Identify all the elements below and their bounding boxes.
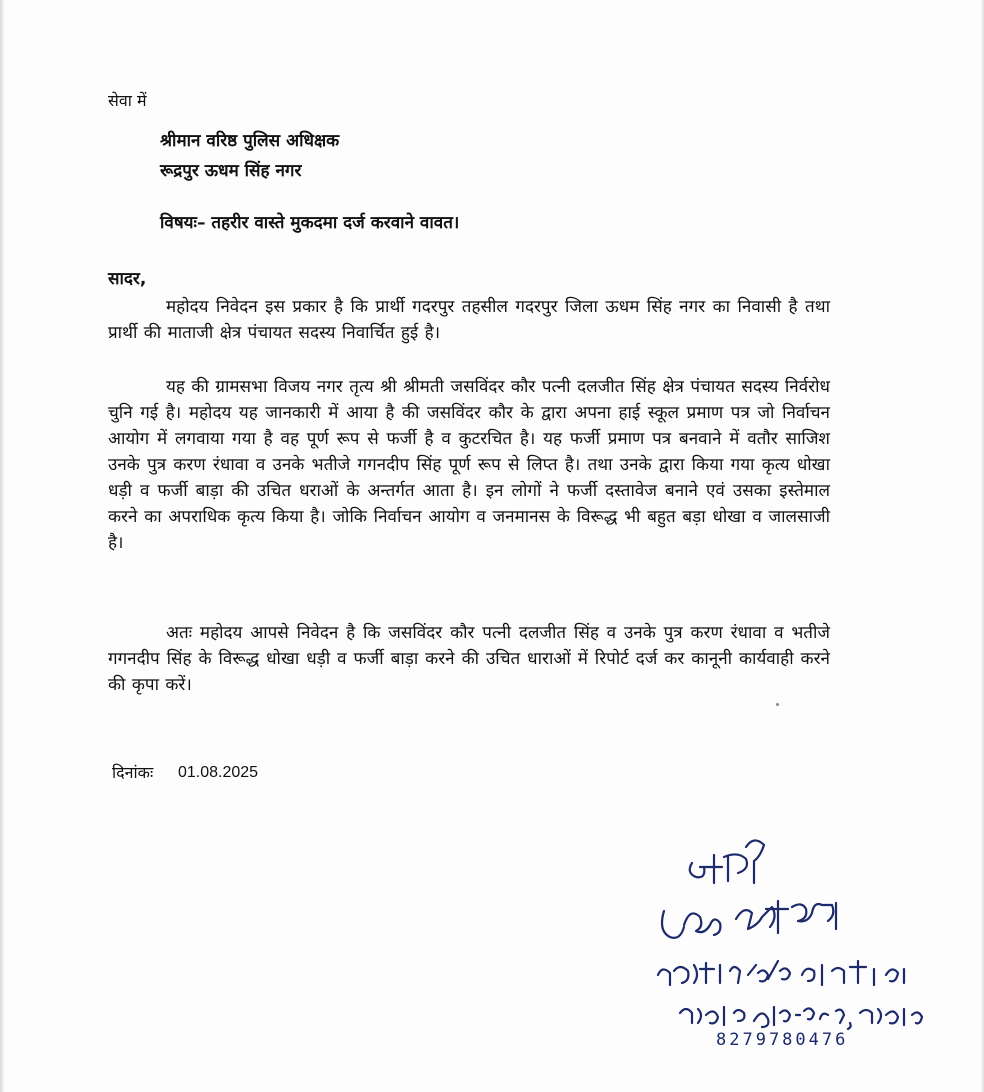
greeting: सादर, (108, 269, 147, 289)
recipient-line-1: श्रीमान वरिष्ठ पुलिस अधिक्षक (160, 131, 340, 151)
salutation: सेवा में (108, 91, 147, 110)
signature-phone-number: 8279780476 (716, 1030, 849, 1050)
date-value: 01.08.2025 (178, 764, 259, 781)
recipient-line-2: रूद्रपुर ऊधम सिंह नगर (160, 161, 302, 181)
page-edge-left (0, 0, 4, 1092)
paragraph-1: महोदय निवेदन इस प्रकार है कि प्रार्थी गदरपुर तहसील गदरपुर जिला ऊधम सिंह नगर का निवासी है तथा प्रार्थी की माताजी क्षेत्र पंचायत सदस्य निवार्चित हुई है। (108, 297, 830, 343)
date-label: दिनांकः (112, 763, 154, 782)
subject-line: विषयः– तहरीर वास्ते मुकदमा दर्ज करवाने वावत। (160, 213, 460, 233)
paragraph-2: यह की ग्रामसभा विजय नगर तृत्य श्री श्रीमती जसविंदर कौर पत्नी दलजीत सिंह क्षेत्र पंचायत सदस्य निर्वरोध चुनि गई है। महोदय यह जानकारी में आया है की जसविंदर कौर के द्वारा अपना हाई स्कूल प्रमाण पत्र जो निर्वाचन आयोग में लगवाया गया है वह पूर्ण रूप से फर्जी है व कुटरचित है। यह फर्जी प्रमाण पत्र बनवाने में वतौर साजिश उनके पुत्र करण रंधावा व उनके भतीजे गगनदीप सिंह पूर्ण रूप से लिप्त है। तथा उनके द्वारा किया गया कृत्य धोखा धड़ी व फर्जी बाड़ा की उचित धराओं के अन्तर्गत आता है। इन लोगों ने फर्जी दस्तावेज बनाने एवं उसका इस्तेमाल करने का अपराधिक कृत्य किया है। जोकि निर्वाचन आयोग व जनमानस के विरूद्ध भी बहुत बड़ा धोखा व जालसाजी है। (108, 377, 830, 553)
paragraph-3: अतः महोदय आपसे निवेदन है कि जसविंदर कौर पत्नी दलजीत सिंह व उनके पुत्र करण रंधावा व भतीजे गगनदीप सिंह के विरूद्ध धोखा धड़ी व फर्जी बाड़ा करने की उचित धाराओं में रिपोर्ट दर्ज कर कानूनी कार्यवाही करने की कृपा करें। (108, 623, 830, 695)
stray-mark (776, 703, 779, 706)
